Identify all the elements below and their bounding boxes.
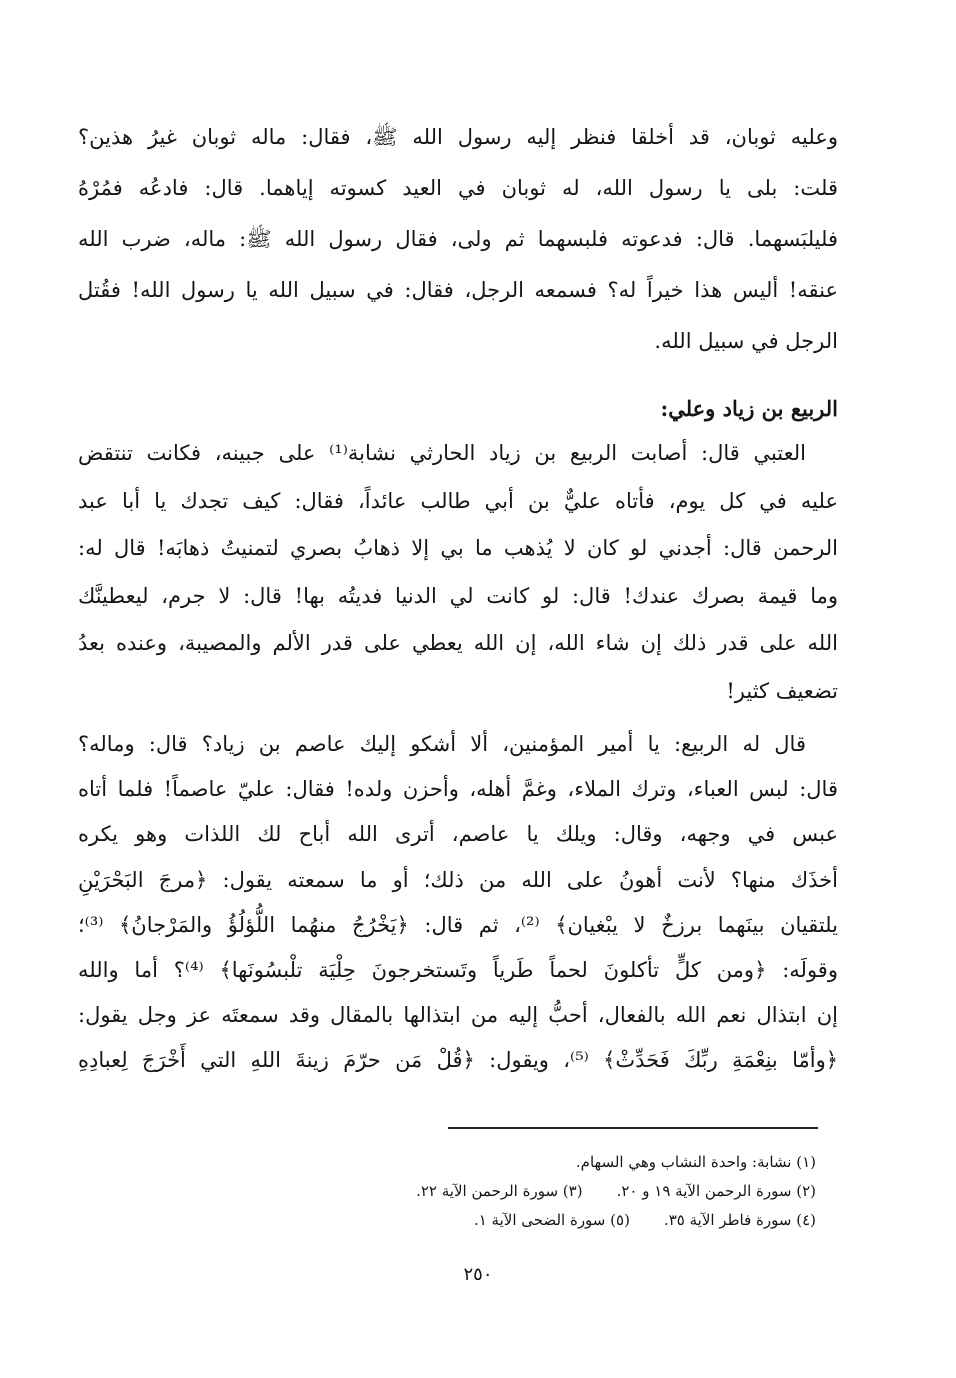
text-line: قال: لبس العباء، وترك الملاء، وغمَّ أهله، وأحزن ولده! فقال: عليّ عاصماً! فلما أتاه bbox=[78, 777, 838, 802]
text-line: قلت: بلى يا رسول الله، له ثوبان في العيد كسوته إياهما. قال: فادعُه فمُرْهُ bbox=[78, 176, 838, 200]
text-line: الله على قدر ذلك إن شاء الله، إن الله يعطي على قدر الألم والمصيبة، وعنده بعدُ bbox=[78, 631, 838, 655]
footnote-3: (٣) سورة الرحمن الآية ٢٢. bbox=[416, 1182, 583, 1200]
text-line: وقولَه: ﴿ومن كلٍّ تأكلونَ لحماً طَرياً وتَستخرجونَ حِلْيَة تلْبسُونَها﴾ ⁽⁴⁾؟ أما والله bbox=[78, 957, 838, 982]
text-line: ﴿وأمّا بنِعْمَةِ ربِّكَ فَحَدِّثْ﴾ ⁽⁵⁾، ويقول: ﴿قُلْ مَن حرّمَ زينةَ اللهِ التي أَخْرَجَ لِعبادِهِ bbox=[78, 1048, 839, 1073]
paragraph-2 bbox=[78, 430, 838, 715]
footnote-line bbox=[256, 1206, 816, 1235]
text-line: عبس في وجهه، وقال: ويلك يا عاصم، أترى الله أباح لك اللذات وهو يكره bbox=[78, 822, 838, 847]
page-number: ٢٥٠ bbox=[463, 1264, 493, 1285]
text-line: العتبي قال: أصابت الربيع بن زياد الحارثي نشابة⁽¹⁾ على جبينه، فكانت تنتقض bbox=[78, 441, 806, 465]
text-line: الرحمن قال: أجدني لو كان لا يُذهب ما بي إلا ذهابُ بصري لتمنيتُ ذهابَه! قال له: bbox=[78, 536, 838, 560]
text-line: إن ابتذال نعم الله بالفعال، أحبُّ إليه من ابتذالها بالمقال وقد سمعتَه عز وجل يقول: bbox=[78, 1003, 838, 1028]
text-line: وعليه ثوبان، قد أخلقا فنظر إليه رسول الله ﷺ، فقال: ماله ثوبان غيرُ هذين؟ bbox=[78, 125, 838, 149]
footnote-separator bbox=[448, 1127, 818, 1129]
text-line: تضعيف كثير! bbox=[726, 678, 838, 703]
text-line: أخذَك منها؟ لأنت أهونُ على الله من ذلك؛ أو ما سمعته يقول: ﴿مرجَ البَحْرَيْنِ bbox=[78, 867, 838, 892]
footnote-4: (٤) سورة فاطر الآية ٣٥. bbox=[663, 1211, 816, 1229]
paragraph-3 bbox=[78, 722, 838, 1084]
text-line: قال له الربيع: يا أمير المؤمنين، ألا أشكو إليك عاصم بن زياد؟ قال: وماله؟ bbox=[78, 732, 806, 756]
footnote-1: (١) نشابة: واحدة النشاب وهي السهام. bbox=[575, 1153, 816, 1171]
footnotes bbox=[256, 1148, 816, 1235]
text-line: عنقه! أليس هذا خيراً له؟ فسمعه الرجل، فقال: في سبيل الله يا رسول الله! فقُتل bbox=[78, 278, 838, 302]
section-heading: الربيع بن زياد وعلي: bbox=[660, 396, 838, 421]
footnote-line bbox=[256, 1148, 816, 1177]
text-line: الرجل في سبيل الله. bbox=[654, 329, 838, 353]
text-line: وما قيمة بصرك عندك! قال: لو كانت لي الدنيا فديتُه بها! قال: لا جرم، ليعطينَّك bbox=[78, 583, 838, 608]
footnote-2: (٢) سورة الرحمن الآية ١٩ و ٢٠. bbox=[616, 1182, 816, 1200]
paragraph-1 bbox=[78, 112, 838, 367]
text-line: عليه في كل يوم، فأتاه عليٌّ بن أبي طالب عائداً، فقال: كيف تجدك يا أبا عبد bbox=[78, 488, 838, 513]
text-line: يلتقيان بينَهما برزخٌ لا يبْغيان﴾ ⁽²⁾، ثم قال: ﴿يَخْرُجُ منهُما اللُّؤلُؤُ والمَرْجانُ﴾ ⁽³⁾؛ bbox=[78, 912, 838, 937]
footnote-line bbox=[256, 1177, 816, 1206]
footnote-5: (٥) سورة الضحى الآية ١. bbox=[473, 1211, 630, 1229]
text-line: فليلبَسهما. قال: فدعوته فلبسهما ثم ولى، فقال رسول الله ﷺ: ماله، ضرب الله bbox=[78, 227, 838, 251]
